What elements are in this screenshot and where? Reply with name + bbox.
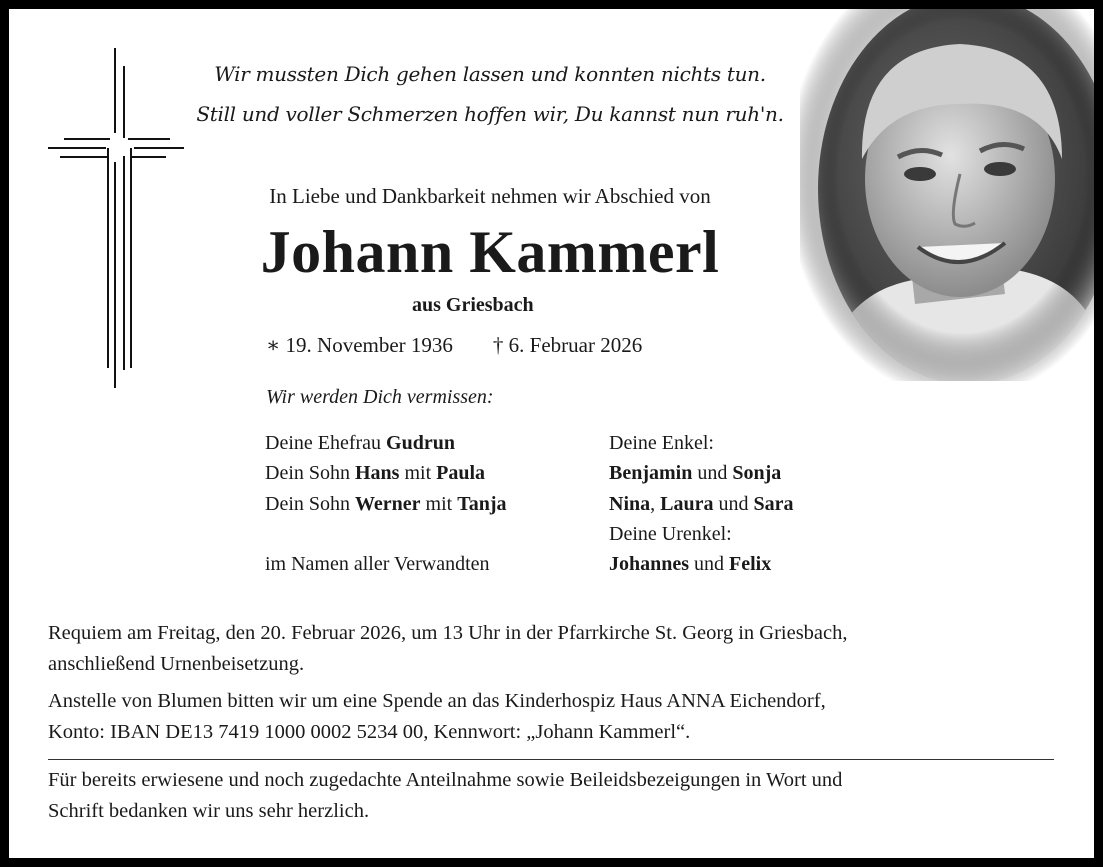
family-text: Dein Sohn <box>265 492 355 515</box>
donation-line-2: Konto: IBAN DE13 7419 1000 0002 5234 00, Kennwort: „Johann Kammerl“. <box>48 721 691 743</box>
deceased-origin: aus Griesbach <box>412 294 534 316</box>
portrait-photo <box>800 9 1094 381</box>
family-line <box>609 489 793 519</box>
family-member-name: Nina <box>609 492 651 515</box>
life-dates <box>266 333 642 358</box>
family-text: Deine Urenkel: <box>609 522 732 545</box>
family-text: Deine Ehefrau <box>265 432 387 454</box>
requiem-line-1: Requiem am Freitag, den 20. Februar 2026, um 13 Uhr in der Pfarrkirche St. Georg in Griesbach, <box>48 622 848 644</box>
family-member-name: Paula <box>436 462 486 485</box>
family-line <box>265 549 507 579</box>
donation-notice <box>48 686 1058 748</box>
family-member-name: Benjamin <box>609 462 693 485</box>
requiem-line-2: anschließend Urnenbeisetzung. <box>48 653 305 675</box>
intro-text: In Liebe und Dankbarkeit nehmen wir Abschied von <box>269 184 711 208</box>
divider <box>48 759 1054 760</box>
family-line <box>609 428 793 458</box>
family-line <box>609 519 793 549</box>
family-text: mit <box>399 462 437 485</box>
deceased-name: Johann Kammerl <box>260 219 720 285</box>
family-member-name: Felix <box>729 553 772 576</box>
family-member-name: Tanja <box>457 492 507 515</box>
thanks-notice <box>48 765 1058 827</box>
family-list-left <box>265 428 507 579</box>
family-text: Dein Sohn <box>265 462 355 485</box>
family-member-name: Gudrun <box>386 432 455 454</box>
family-line <box>265 428 507 458</box>
family-line <box>265 519 507 549</box>
family-member-name: Sara <box>753 492 794 515</box>
birth-date: ∗ 19. November 1936 <box>266 333 453 357</box>
family-text: Deine Enkel: <box>609 432 714 454</box>
family-line <box>609 549 793 579</box>
family-line <box>265 458 507 488</box>
family-member-name: Hans <box>355 462 400 485</box>
family-text: mit <box>420 492 458 515</box>
verse-line-1: Wir mussten Dich gehen lassen und konnten nichts tun. <box>214 62 766 86</box>
family-text: , <box>650 492 661 515</box>
family-member-name: Laura <box>660 492 714 515</box>
family-text: und <box>713 492 754 515</box>
thanks-line-1: Für bereits erwiesene und noch zugedachte Anteilnahme sowie Beileidsbezeigungen in Wort und <box>48 769 843 791</box>
verse-line-2: Still und voller Schmerzen hoffen wir, Du kannst nun ruh'n. <box>196 102 784 126</box>
family-list-right <box>609 428 793 579</box>
thanks-line-2: Schrift bedanken wir uns sehr herzlich. <box>48 800 370 822</box>
family-line <box>609 458 793 488</box>
family-text: im Namen aller Verwandten <box>265 553 490 576</box>
family-text: und <box>692 462 733 485</box>
family-member-name: Werner <box>355 492 421 515</box>
cross-icon <box>48 48 188 388</box>
miss-text: Wir werden Dich vermissen: <box>266 386 494 408</box>
death-date: † 6. Februar 2026 <box>492 333 643 357</box>
family-line <box>265 489 507 519</box>
family-member-name: Johannes <box>609 553 690 576</box>
family-member-name: Sonja <box>732 462 782 485</box>
requiem-notice <box>48 618 1058 680</box>
donation-line-1: Anstelle von Blumen bitten wir um eine Spende an das Kinderhospiz Haus ANNA Eichendorf, <box>48 690 826 712</box>
family-text: und <box>689 553 730 576</box>
